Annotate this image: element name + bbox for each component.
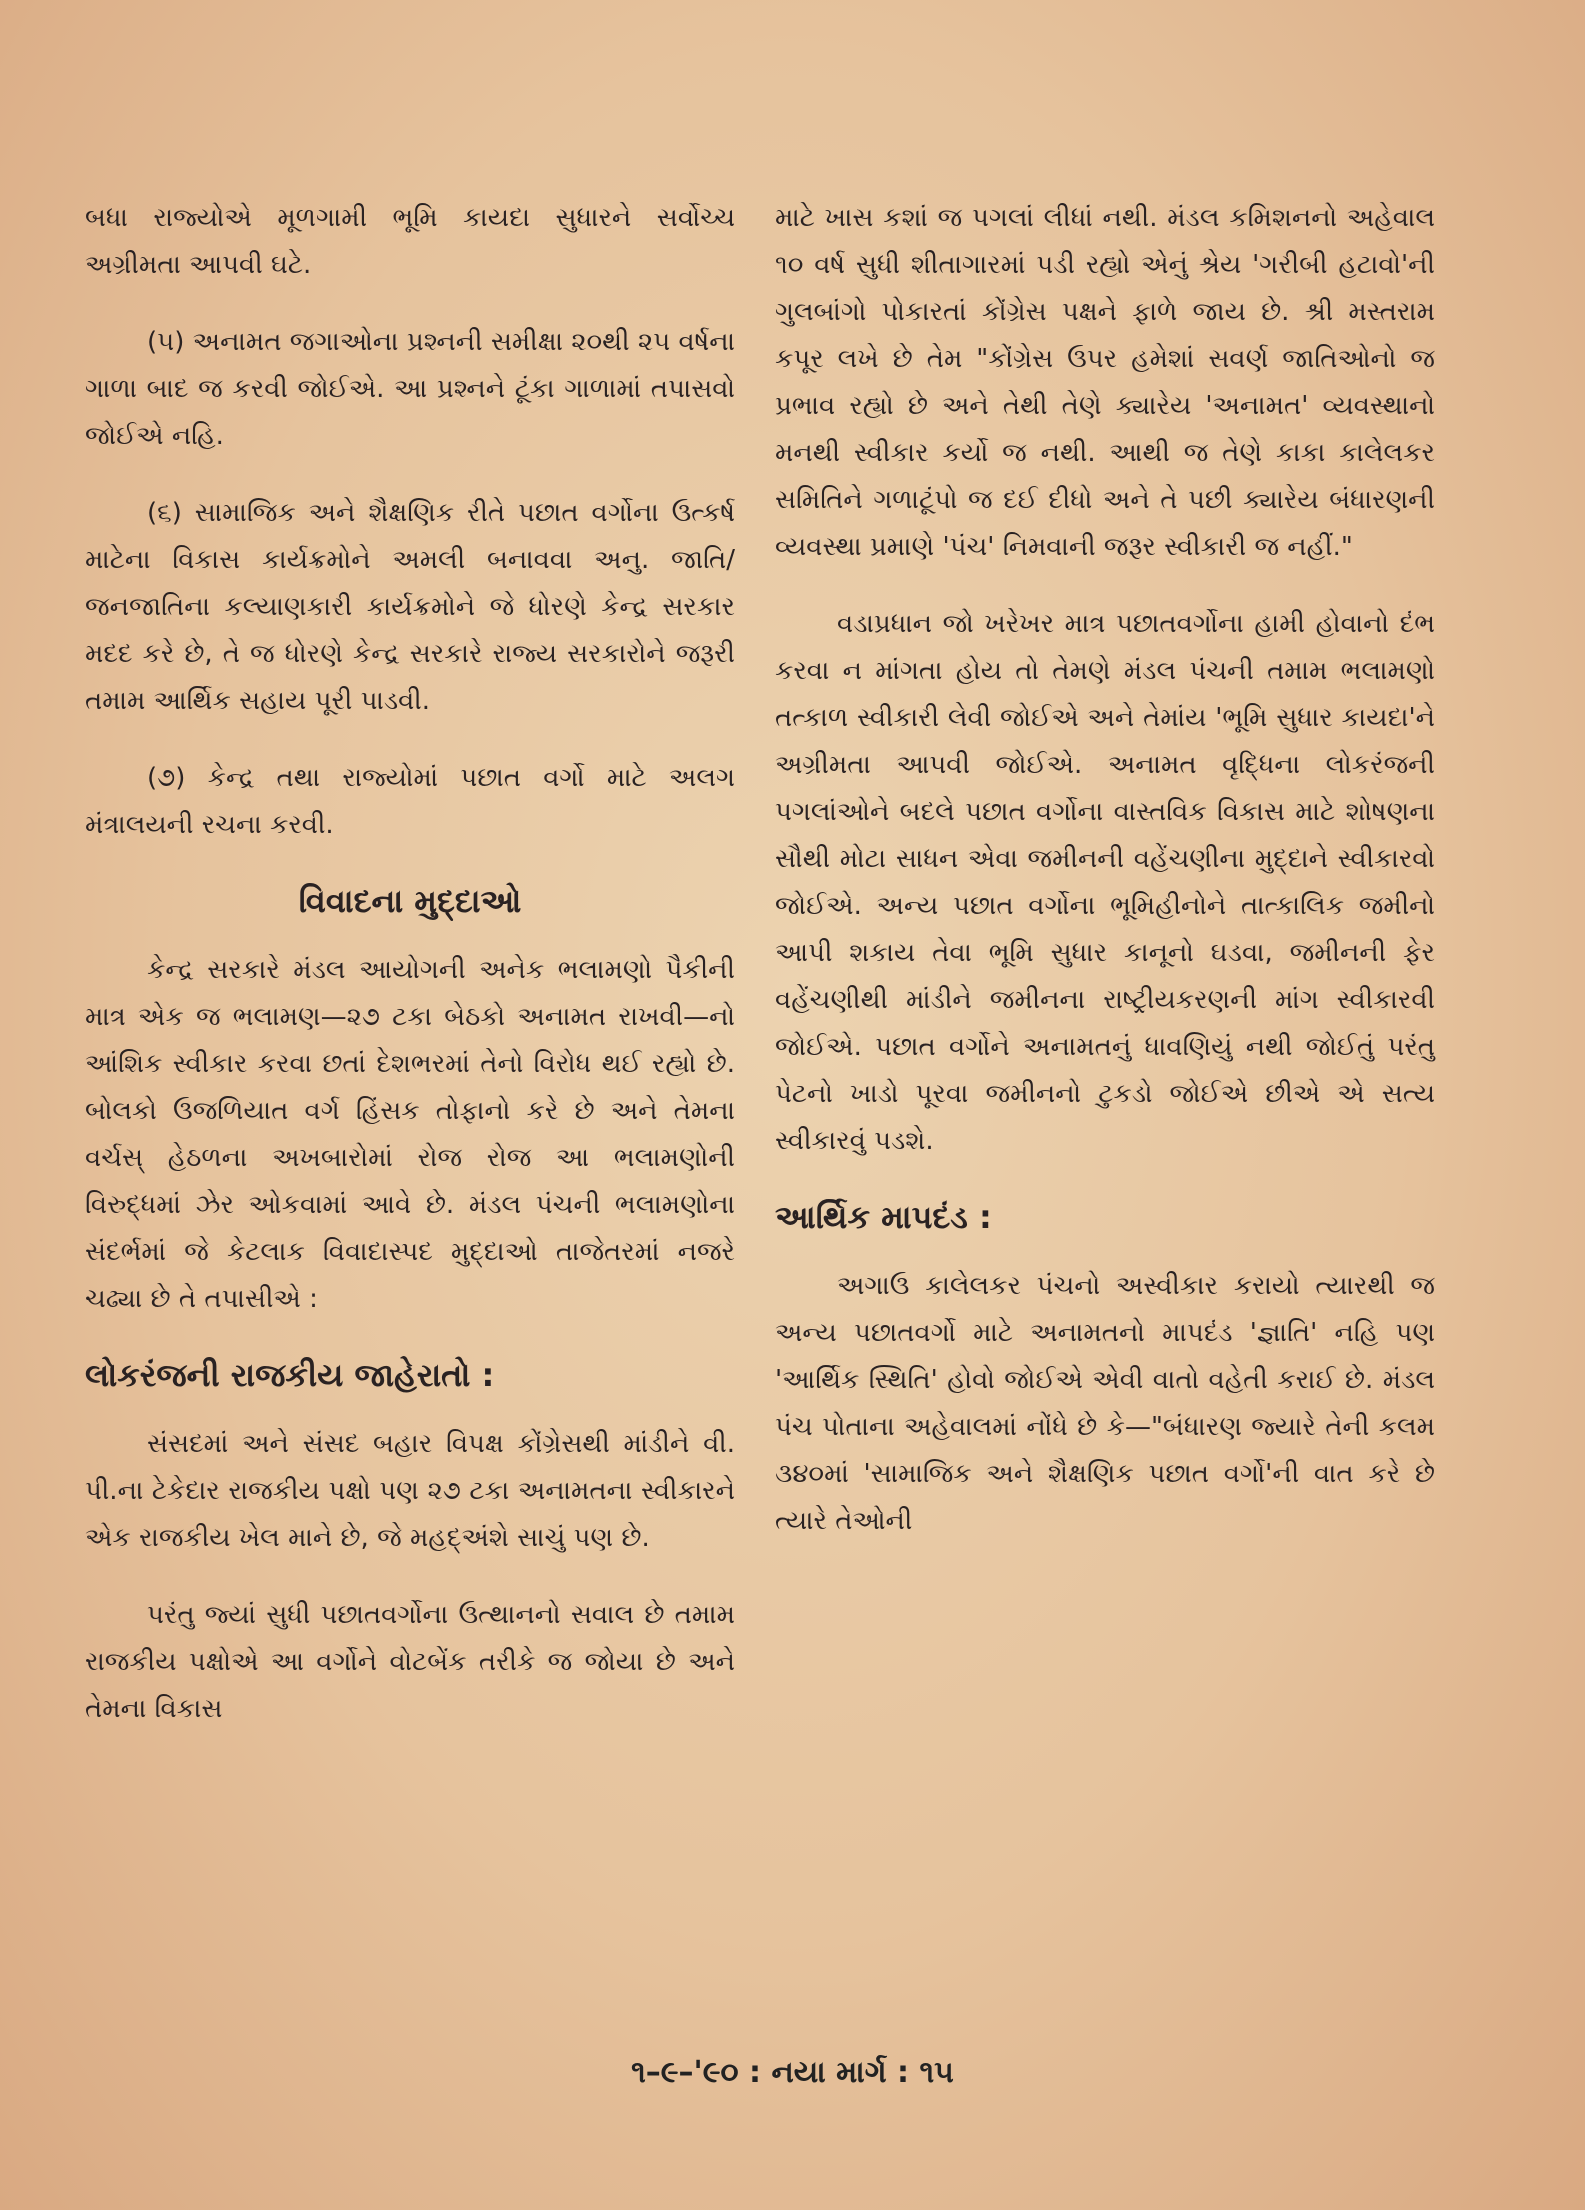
paragraph: (૭) કેન્દ્ર તથા રાજ્યોમાં પછાત વર્ગો માટે અલગ મંત્રાલયની રચના કરવી. <box>85 763 735 840</box>
paragraph: (૬) સામાજિક અને શૈક્ષણિક રીતે પછાત વર્ગોના ઉત્કર્ષ માટેના વિકાસ કાર્યક્રમોને અમલી બનાવવા અનુ. જાતિ/જનજાતિના કલ્યાણકારી કાર્યક્રમોને જે ધોરણે કેન્દ્ર સરકાર મદદ કરે છે, તે જ ધોરણે કેન્દ્ર સરકારે રાજ્ય સરકારોને જરૂરી તમામ આર્થિક સહાય પૂરી પાડવી. <box>85 498 735 716</box>
paragraph: બધા રાજ્યોએ મૂળગામી ભૂમિ કાયદા સુધારને સર્વોચ્ચ અગ્રીમતા આપવી ઘટે. <box>85 203 735 280</box>
paragraph: અગાઉ કાલેલકર પંચનો અસ્વીકાર કરાયો ત્યારથી જ અન્ય પછાતવર્ગો માટે અનામતનો માપદંડ 'જ્ઞાતિ' નહિ પણ 'આર્થિક સ્થિતિ' હોવો જોઈએ એવી વાતો વહેતી કરાઈ છે. મંડલ પંચ પોતાના અહેવાલમાં નોંધે છે કે—"બંધારણ જ્યારે તેની કલમ ૩૪૦માં 'સામાજિક અને શૈક્ષણિક પછાત વર્ગો'ની વાત કરે છે ત્યારે તેઓની <box>775 1271 1435 1536</box>
page-footer: ૧–૯–'૯૦ : નયા માર્ગ : ૧૫ <box>631 2055 954 2090</box>
section-heading: આર્થિક માપદંડ : <box>775 1198 992 1236</box>
section-heading: લોકરંજની રાજકીય જાહેરાતો : <box>85 1356 495 1394</box>
paragraph: કેન્દ્ર સરકારે મંડલ આયોગની અનેક ભલામણો પૈકીની માત્ર એક જ ભલામણ—૨૭ ટકા બેઠકો અનામત રાખવી—નો આંશિક સ્વીકાર કરવા છતાં દેશભરમાં તેનો વિરોધ થઈ રહ્યો છે. બોલકો ઉજળિયાત વર્ગ હિંસક તોફાનો કરે છે અને તેમના વર્ચસ્ હેઠળના અખબારોમાં રોજ રોજ આ ભલામણોની વિરુદ્ધમાં ઝેર ઓકવામાં આવે છે. મંડલ પંચની ભલામણોના સંદર્ભમાં જે કેટલાક વિવાદાસ્પદ મુદ્દાઓ તાજેતરમાં નજરે ચઢ્યા છે તે તપાસીએ : <box>85 955 735 1314</box>
left-column <box>85 195 735 1763</box>
paragraph: પરંતુ જ્યાં સુધી પછાતવર્ગોના ઉત્થાનનો સવાલ છે તમામ રાજકીય પક્ષોએ આ વર્ગોને વોટબેંક તરીકે જ જોયા છે અને તેમના વિકાસ <box>85 1600 735 1724</box>
paragraph: વડાપ્રધાન જો ખરેખર માત્ર પછાતવર્ગોના હામી હોવાનો દંભ કરવા ન માંગતા હોય તો તેમણે મંડલ પંચની તમામ ભલામણો તત્કાળ સ્વીકારી લેવી જોઈએ અને તેમાંય 'ભૂમિ સુધાર કાયદા'ને અગ્રીમતા આપવી જોઈએ. અનામત વૃદ્ધિના લોકરંજની પગલાંઓને બદલે પછાત વર્ગોના વાસ્તવિક વિકાસ માટે શોષણના સૌથી મોટા સાધન એવા જમીનની વહેંચણીના મુદ્દાને સ્વીકારવો જોઈએ. અન્ય પછાત વર્ગોના ભૂમિહીનોને તાત્કાલિક જમીનો આપી શકાય તેવા ભૂમિ સુધાર કાનૂનો ઘડવા, જમીનની ફેર વહેંચણીથી માંડીને જમીનના રાષ્ટ્રીયકરણની માંગ સ્વીકારવી જોઈએ. પછાત વર્ગોને અનામતનું ધાવણિયું નથી જોઈતું પરંતુ પેટનો ખાડો પૂરવા જમીનનો ટુકડો જોઈએ છીએ એ સત્ય સ્વીકારવું પડશે. <box>775 609 1435 1156</box>
paragraph: માટે ખાસ કશાં જ પગલાં લીધાં નથી. મંડલ કમિશનનો અહેવાલ ૧૦ વર્ષ સુધી શીતાગારમાં પડી રહ્યો એનું શ્રેય 'ગરીબી હટાવો'ની ગુલબાંગો પોકારતાં કોંગ્રેસ પક્ષને ફાળે જાય છે. શ્રી મસ્તરામ કપૂર લખે છે તેમ "કોંગ્રેસ ઉપર હમેશાં સવર્ણ જાતિઓનો જ પ્રભાવ રહ્યો છે અને તેથી તેણે ક્યારેય 'અનામત' વ્યવસ્થાનો મનથી સ્વીકાર કર્યો જ નથી. આથી જ તેણે કાકા કાલેલકર સમિતિને ગળાટૂંપો જ દઈ દીધો અને તે પછી ક્યારેય બંધારણની વ્યવસ્થા પ્રમાણે 'પંચ' નિમવાની જરૂર સ્વીકારી જ નહીં." <box>775 203 1435 562</box>
paragraph: સંસદમાં અને સંસદ બહાર વિપક્ષ કોંગ્રેસથી માંડીને વી. પી.ના ટેકેદાર રાજકીય પક્ષો પણ ૨૭ ટકા અનામતના સ્વીકારને એક રાજકીય ખેલ માને છે, જે મહદ્અંશે સાચું પણ છે. <box>85 1429 735 1553</box>
right-column <box>775 195 1435 1575</box>
section-heading: વિવાદના મુદ્દાઓ <box>298 882 522 920</box>
paragraph: (૫) અનામત જગાઓના પ્રશ્નની સમીક્ષા ૨૦થી ૨૫ વર્ષના ગાળા બાદ જ કરવી જોઈએ. આ પ્રશ્નને ટૂંકા ગાળામાં તપાસવો જોઈએ નહિ. <box>85 327 735 451</box>
